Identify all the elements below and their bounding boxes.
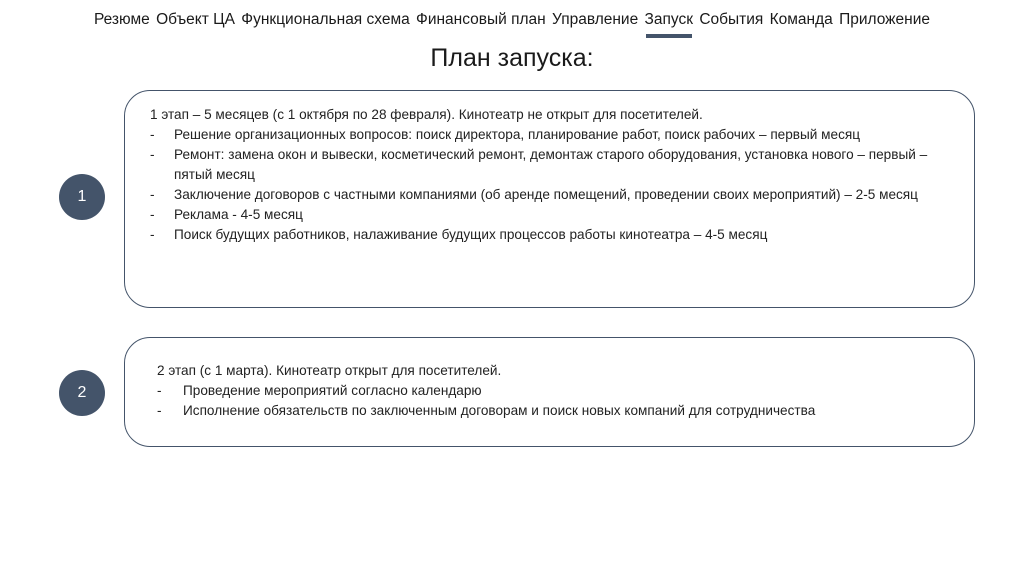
list-item: - Ремонт: замена окон и вывески, косметический ремонт, демонтаж старого оборудования, установка нового – первый – пятый месяц bbox=[150, 145, 956, 185]
stage-number-badge-2: 2 bbox=[59, 370, 105, 416]
list-item: - Заключение договоров с частными компаниями (об аренде помещений, проведении своих мероприятий) – 2-5 месяц bbox=[150, 185, 956, 205]
list-item: - Поиск будущих работников, налаживание будущих процессов работы кинотеатра – 4-5 месяц bbox=[150, 225, 956, 245]
stage-number-badge-1: 1 bbox=[59, 174, 105, 220]
nav-item-object-ca[interactable]: Объект ЦА bbox=[156, 11, 235, 28]
nav-item-functional-scheme[interactable]: Функциональная схема bbox=[241, 11, 410, 28]
nav-item-events[interactable]: События bbox=[699, 11, 764, 28]
nav-item-team[interactable]: Команда bbox=[769, 11, 833, 28]
top-navigation bbox=[0, 11, 1024, 29]
nav-item-appendix[interactable]: Приложение bbox=[839, 11, 931, 28]
list-item: - Реклама - 4-5 месяц bbox=[150, 205, 956, 225]
stage-2-list bbox=[157, 381, 956, 421]
list-item: - Проведение мероприятий согласно календарю bbox=[157, 381, 956, 401]
nav-item-management[interactable]: Управление bbox=[552, 11, 639, 28]
nav-item-launch[interactable]: Запуск bbox=[644, 11, 694, 28]
stage-2-box bbox=[124, 337, 975, 447]
page-title: План запуска: bbox=[430, 44, 594, 72]
stage-2-heading: 2 этап (с 1 марта). Кинотеатр открыт для посетителей. bbox=[157, 363, 502, 378]
stage-1-box bbox=[124, 90, 975, 308]
stage-1-heading: 1 этап – 5 месяцев (с 1 октября по 28 февраля). Кинотеатр не открыт для посетителей. bbox=[150, 107, 703, 122]
nav-item-resume[interactable]: Резюме bbox=[93, 11, 150, 28]
nav-item-financial-plan[interactable]: Финансовый план bbox=[416, 11, 546, 28]
stage-1-list bbox=[150, 125, 956, 245]
list-item: - Решение организационных вопросов: поиск директора, планирование работ, поиск рабочих – первый месяц bbox=[150, 125, 956, 145]
list-item: - Исполнение обязательств по заключенным договорам и поиск новых компаний для сотрудничества bbox=[157, 401, 956, 421]
